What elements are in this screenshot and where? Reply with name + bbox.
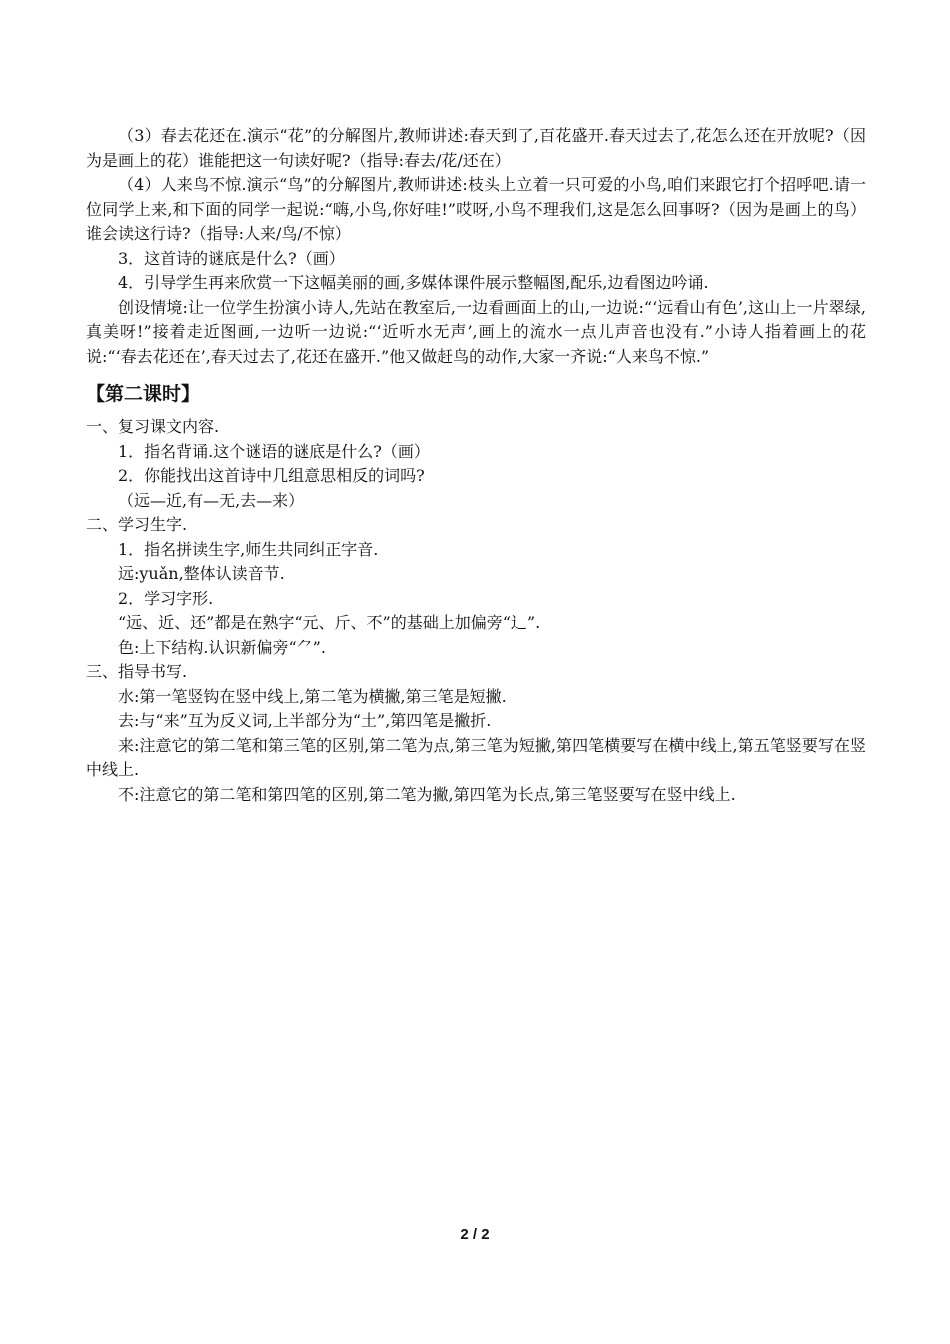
paragraph-scenario: 创设情境:让一位学生扮演小诗人,先站在教室后,一边看画面上的山,一边说:“‘远看山有色’,这山上一片翠绿,真美呀!”接着走近图画,一边听一边说:“‘近听水无声’,画上的流水一点儿声音也没有.”小诗人指着画上的花说:“‘春去花还在’,春天过去了,花还在盛开.”他又做赶鸟的动作,大家一齐说:“人来鸟不惊.” [86,297,866,366]
section-2-item: 1．指名拼读生字,师生共同纠正字音. [118,539,379,559]
section-1-item: 2．你能找出这首诗中几组意思相反的词吗? [118,466,425,485]
section-3-item: 不:注意它的第二笔和第四笔的区别,第二笔为撇,第四笔为长点,第三笔竖要写在竖中线上. [118,784,736,804]
page-number: 2 / 2 [460,1226,490,1243]
section-2-item: 远:yuǎn,整体认读音节. [118,564,285,583]
section-3-item: 来:注意它的第二笔和第三笔的区别,第二笔为点,第三笔为短撇,第四笔横要写在横中线上,第五笔竖要写在竖中线上. [86,735,866,779]
paragraph-step-3: （3）春去花还在.演示“花”的分解图片,教师讲述:春天到了,百花盛开.春天过去了,花怎么还在开放呢?（因为是画上的花）谁能把这一句读好呢?（指导:春去/花/还在） [86,126,866,170]
section-3-item: 去:与“来”互为反义词,上半部分为“土”,第四笔是撇折. [118,711,492,730]
section-2-item: “远、近、还”都是在熟字“元、斤、不”的基础上加偏旁“辶”. [118,613,541,632]
paragraph-riddle-answer: 3．这首诗的谜底是什么?（画） [118,248,345,268]
section-1-title: 一、复习课文内容. [86,417,220,436]
section-heading: 【第二课时】 [86,383,201,405]
section-3-title: 三、指导书写. [86,662,188,681]
section-1-item: 1．指名背诵.这个谜语的谜底是什么?（画） [118,441,430,461]
section-3-item: 水:第一笔竖钩在竖中线上,第二笔为横撇,第三笔是短撇. [118,686,507,706]
paragraph-step-4: （4）人来鸟不惊.演示“鸟”的分解图片,教师讲述:枝头上立着一只可爱的小鸟,咱们来跟它打个招呼吧.请一位同学上来,和下面的同学一起说:“嗨,小鸟,你好哇!”哎呀,小鸟不理我们,这是怎么回事呀?（因为是画上的鸟）谁会读这行诗?（指导:人来/鸟/不惊） [86,175,866,243]
section-2-item: 色:上下结构.认识新偏旁“⺈”. [118,637,326,657]
section-1-item: （远—近,有—无,去—来） [118,490,305,510]
section-2-title: 二、学习生字. [86,515,188,534]
paragraph-appreciate: 4．引导学生再来欣赏一下这幅美丽的画,多媒体课件展示整幅图,配乐,边看图边吟诵. [118,273,709,292]
section-2-item: 2．学习字形. [118,588,214,608]
page-content [86,124,866,807]
